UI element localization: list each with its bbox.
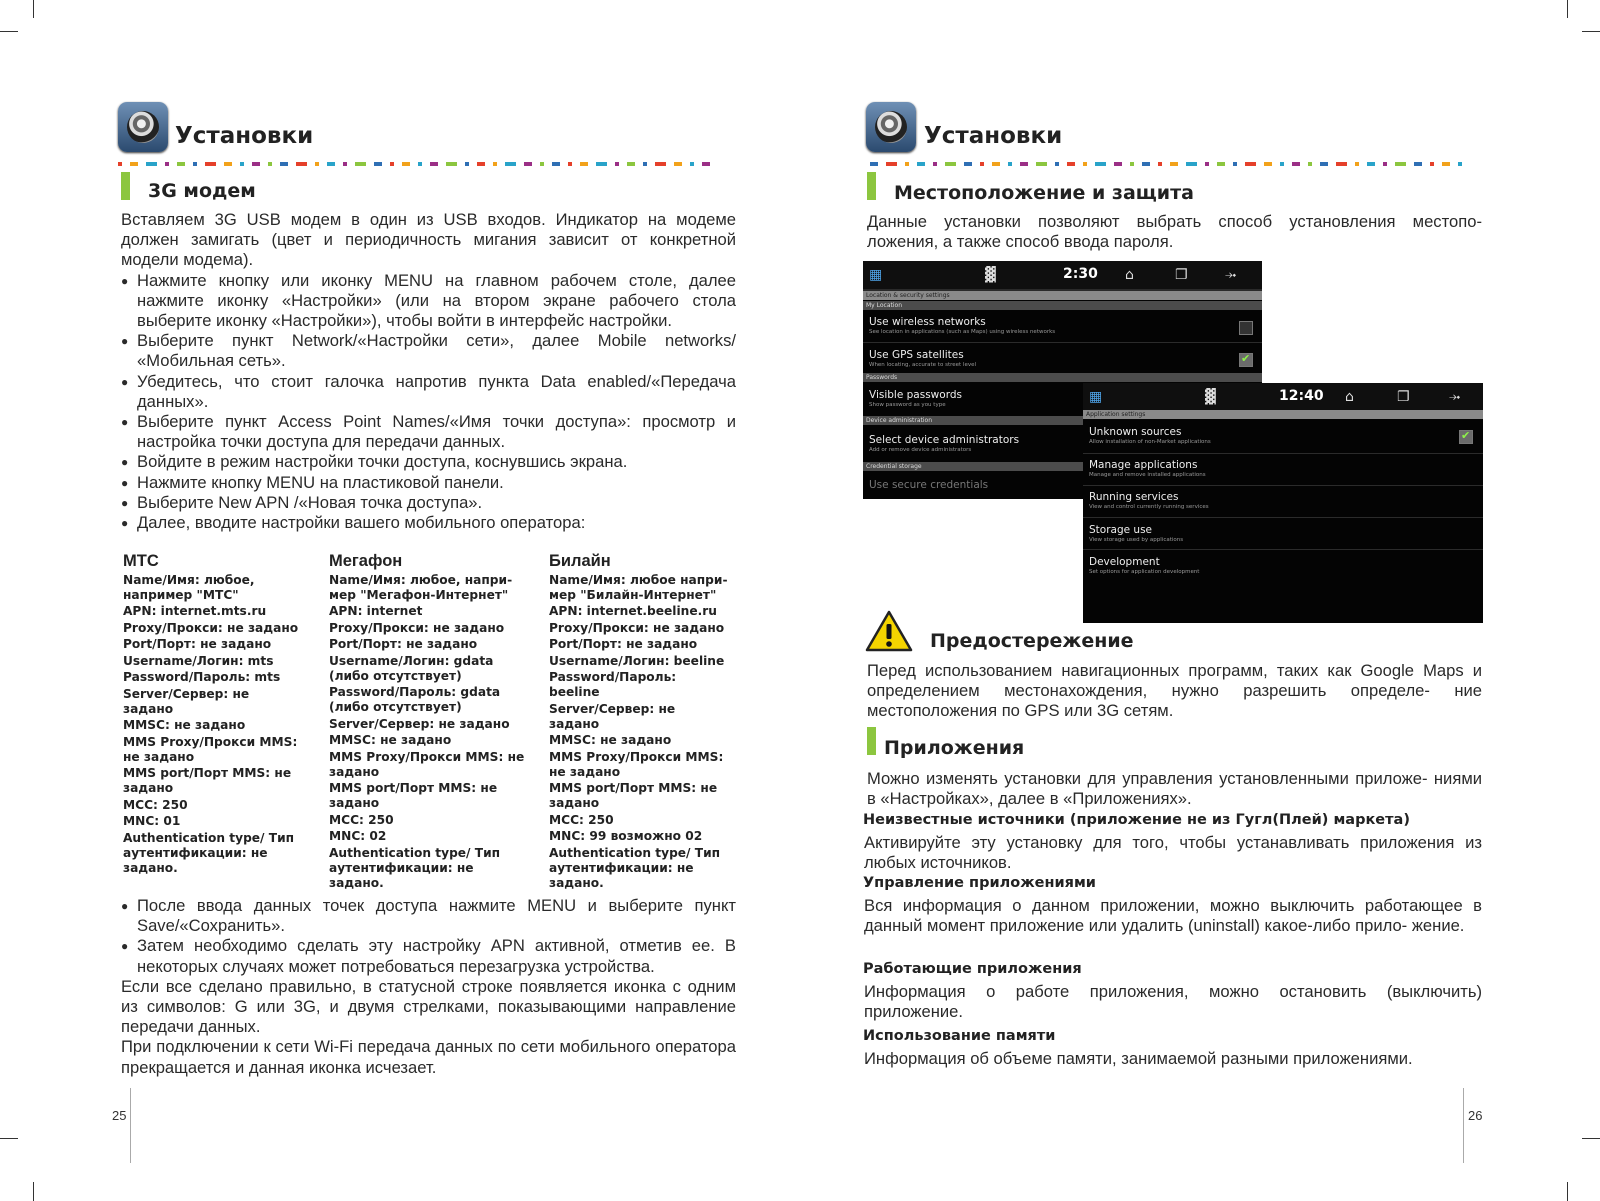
settings-app-icon <box>118 102 168 152</box>
operator-setting: APN: internet.mts.ru <box>123 604 267 618</box>
operator-setting: MMS Proxy/Прокси MMS: не задано <box>549 749 724 779</box>
memory-use-text: Информация об объеме памяти, занимаемой разными приложениями. <box>864 1049 1413 1068</box>
intro-block <box>121 210 736 533</box>
category-label: Device administration <box>863 416 1262 425</box>
crop-mark <box>1567 1182 1568 1201</box>
paragraph: Если все сделано правильно, в статусной строке появляется иконка с одним из символов: G или 3G, и двумя стрелками, показывающими направление передачи данных. <box>121 976 736 1037</box>
bullet-item: ● Выберите пункт Network/«Настройки сети», далее Mobile networks/ «Мобильная сеть». <box>121 331 736 371</box>
operator-setting: MMS port/Порт MMS: не задано <box>549 781 718 810</box>
closing-block <box>121 896 736 1078</box>
section-bar <box>867 172 876 200</box>
setting-row: Use GPS satellites When locating, accurate to street level <box>869 349 976 368</box>
screen-header: Application settings <box>1083 410 1483 419</box>
operator-setting: Port/Порт: не задано <box>549 637 698 651</box>
notification-icon: ▦ <box>869 267 883 283</box>
operator-setting: Password/Пароль: mts <box>123 670 281 684</box>
operator-setting: Authentication type/ Тип аутентификации: не задано. <box>549 845 721 890</box>
page-rule <box>130 1088 131 1163</box>
status-bar <box>863 261 1262 291</box>
apps-text: Можно изменять установки для управления установленными приложе- ниями в «Настройках», далее в «Приложениях». <box>867 769 1482 809</box>
operator-setting: MMS port/Порт MMS: не задано <box>329 781 498 810</box>
bullet-item: ● Затем необходимо сделать эту настройку APN активной, отметив ее. В некоторых случаях может потребоваться перезагрузка устройства. <box>121 936 736 976</box>
setting-row: Use wireless networks See location in applications (such as Maps) using wireless networks <box>869 316 1056 335</box>
paragraph: При подключении к сети Wi-Fi передача данных по сети мобильного оператора прекращается и данная иконка исчезает. <box>121 1037 736 1077</box>
warning-icon <box>865 610 913 657</box>
operator-setting: MMS Proxy/Прокси MMS: не задано <box>329 749 525 779</box>
operator-setting: Proxy/Прокси: не задано <box>549 620 725 635</box>
location-text-block <box>867 212 1482 252</box>
operator-setting: Authentication type/ Тип аутентификации: не задано. <box>123 830 295 875</box>
bullet-item: ● Нажмите кнопку или иконку MENU на главном рабочем столе, далее нажмите иконку «Настройки» (или на втором экране рабочего стола выберите иконку «Настройки»), чтобы войти в интерфейс настройки. <box>121 271 736 332</box>
operator-setting: Server/Сервер: не задано <box>329 716 510 731</box>
operator-setting: Server/Сервер: не задано <box>549 701 676 731</box>
memory-use-block <box>864 1049 1482 1069</box>
notification-icon: ▦ <box>1089 389 1103 405</box>
status-bar <box>1083 383 1483 413</box>
operator-setting: Name/Имя: любое, например "МТС" <box>123 572 255 602</box>
setting-row: Running services View and control currently running services <box>1089 491 1209 510</box>
running-apps-block <box>864 982 1482 1022</box>
operator-column-megafon <box>329 551 525 892</box>
warning-text-block <box>867 661 1482 722</box>
crop-mark <box>1567 0 1568 18</box>
dashed-divider <box>870 162 1482 166</box>
clock: 12:40 <box>1279 388 1324 404</box>
bullet-item: ● Выберите пункт Access Point Names/«Имя точки доступа»: просмотр и настройка точки доступа для передачи данных. <box>121 412 736 452</box>
operator-setting: Username/Логин: beeline <box>549 653 725 668</box>
page-rule <box>1463 1088 1464 1163</box>
operator-setting: Name/Имя: любое, напри- мер "Мегафон-Интернет" <box>329 572 513 602</box>
setting-row: Use secure credentials <box>869 479 989 491</box>
home-icon: ⌂ <box>1125 267 1134 283</box>
settings-app-icon <box>866 102 916 152</box>
operator-setting: Authentication type/ Тип аутентификации: не задано. <box>329 845 501 890</box>
warning-title: Предостережение <box>930 630 1134 652</box>
operator-setting: MNC: 99 возможно 02 <box>549 829 703 843</box>
operator-setting: MNC: 01 <box>123 814 181 828</box>
page-title: Установки <box>175 123 314 149</box>
operator-setting: MMS Proxy/Прокси MMS: не задано <box>123 734 298 764</box>
page-number: 25 <box>112 1108 127 1123</box>
setting-row: Visible passwords Show password as you type <box>869 389 962 408</box>
operator-column-mts <box>123 551 301 877</box>
warning-text: Перед использованием навигационных программ, таких как Google Maps и определением местонахождения, нужно разрешить определе- ние местоположения по GPS или 3G сетям. <box>867 661 1482 721</box>
subheading-memory-use: Использование памяти <box>863 1028 1056 1044</box>
screen-header: Location & security settings <box>863 291 1262 300</box>
page-number: 26 <box>1468 1108 1483 1123</box>
signal-icon: ▓ <box>985 267 996 283</box>
operator-setting: MMSC: не задано <box>329 733 452 747</box>
subheading-running-apps: Работающие приложения <box>863 961 1082 977</box>
back-icon: ⤞ <box>1225 267 1237 283</box>
operator-setting: MMSC: не задано <box>549 733 672 747</box>
operator-setting: Port/Порт: не задано <box>123 637 272 651</box>
bullet-item: ● После ввода данных точек доступа нажмите MENU и выберите пункт Save/«Сохранить». <box>121 896 736 936</box>
manage-apps-block <box>864 896 1482 936</box>
category-label: My Location <box>863 301 1262 310</box>
operator-setting: APN: internet.beeline.ru <box>549 604 717 618</box>
screenshot-application-settings <box>1083 383 1483 623</box>
crop-mark <box>1582 1138 1600 1139</box>
checkbox <box>1239 321 1253 335</box>
crop-mark <box>0 1138 18 1139</box>
bullet-item: ● Убедитесь, что стоит галочка напротив пункта Data enabled/«Передача данных». <box>121 372 736 412</box>
intro-text: Вставляем 3G USB модем в один из USB входов. Индикатор на модеме должен замигать (цвет и периодичность мигания зависит от конкретной модели модема). <box>121 210 736 270</box>
operator-setting: Port/Порт: не задано <box>329 637 478 651</box>
operator-name: Билайн <box>549 552 611 570</box>
clock: 2:30 <box>1063 266 1098 282</box>
unknown-sources-block <box>864 833 1482 873</box>
operator-setting: MCC: 250 <box>123 797 188 812</box>
section-bar <box>121 172 130 200</box>
checkbox-checked <box>1239 353 1253 367</box>
operator-setting: Server/Сервер: не задано <box>123 686 250 716</box>
bullet-item: ● Далее, вводите настройки вашего мобильного оператора: <box>121 513 736 533</box>
setting-row: Manage applications Manage and remove installed applications <box>1089 459 1206 478</box>
operator-setting: MNC: 02 <box>329 829 387 843</box>
operator-setting: Proxy/Прокси: не задано <box>123 620 299 635</box>
operator-setting: MMS port/Порт MMS: не задано <box>123 766 292 795</box>
category-label: Credential storage <box>863 462 1262 471</box>
operator-setting: MCC: 250 <box>549 812 614 827</box>
apps-text-block <box>867 769 1482 809</box>
unknown-sources-text: Активируйте эту установку для того, чтобы устанавливать приложения из любых источников. <box>864 833 1482 873</box>
section-bar <box>867 727 876 755</box>
location-text: Данные установки позволяют выбрать способ установления местопо- ложения, а также способ ввода пароля. <box>867 212 1482 252</box>
crop-mark <box>1582 31 1600 32</box>
crop-mark <box>33 1182 34 1201</box>
signal-icon: ▓ <box>1205 389 1216 405</box>
operator-setting: MCC: 250 <box>329 812 394 827</box>
operator-setting: Username/Логин: gdata (либо отсутствует) <box>329 653 494 683</box>
operator-setting: Password/Пароль: gdata (либо отсутствует) <box>329 685 501 714</box>
running-apps-text: Информация о работе приложения, можно остановить (выключить) приложение. <box>864 982 1482 1022</box>
setting-row: Development Set options for application development <box>1089 556 1200 575</box>
operator-setting: MMSC: не задано <box>123 718 246 732</box>
crop-mark <box>0 31 18 32</box>
operator-setting: Proxy/Прокси: не задано <box>329 620 505 635</box>
subheading-manage-apps: Управление приложениями <box>863 875 1096 891</box>
subheading-unknown-sources: Неизвестные источники (приложение не из Гугл(Плей) маркета) <box>863 812 1410 828</box>
section-title-3g-modem: 3G модем <box>148 180 256 202</box>
recent-apps-icon: ❐ <box>1175 267 1188 283</box>
manage-apps-text: Вся информация о данном приложении, можно выключить работающее в данный момент приложение или удалить (uninstall) какое-либо прило- жение. <box>864 896 1482 936</box>
bullet-item: ● Войдите в режим настройки точки доступа, коснувшись экрана. <box>121 452 736 472</box>
recent-apps-icon: ❐ <box>1397 389 1410 405</box>
section-title-location: Местоположение и защита <box>894 182 1194 204</box>
operator-name: Мегафон <box>329 552 403 570</box>
bullet-item: ● Выберите New APN /«Новая точка доступа». <box>121 493 736 513</box>
operator-name: МТС <box>123 552 159 570</box>
category-label: Passwords <box>863 373 1262 382</box>
operator-setting: Name/Имя: любое напри- мер "Билайн-Интернет" <box>549 572 728 602</box>
home-icon: ⌂ <box>1345 389 1354 405</box>
operator-column-beeline <box>549 551 729 892</box>
operator-setting: Username/Логин: mts <box>123 653 274 668</box>
bullet-item: ● Нажмите кнопку MENU на пластиковой панели. <box>121 473 736 493</box>
setting-row: Storage use View storage used by applications <box>1089 524 1184 543</box>
crop-mark <box>33 0 34 18</box>
section-title-apps: Приложения <box>884 737 1025 759</box>
checkbox-checked <box>1459 430 1473 444</box>
operator-setting: APN: internet <box>329 604 423 618</box>
page-title: Установки <box>924 123 1063 149</box>
dashed-divider <box>118 162 730 166</box>
back-icon: ⤞ <box>1449 389 1461 405</box>
setting-row: Select device administrators Add or remove device administrators <box>869 434 1020 453</box>
operator-setting: Password/Пароль: beeline <box>549 670 677 699</box>
setting-row: Unknown sources Allow installation of non-Market applications <box>1089 426 1211 445</box>
